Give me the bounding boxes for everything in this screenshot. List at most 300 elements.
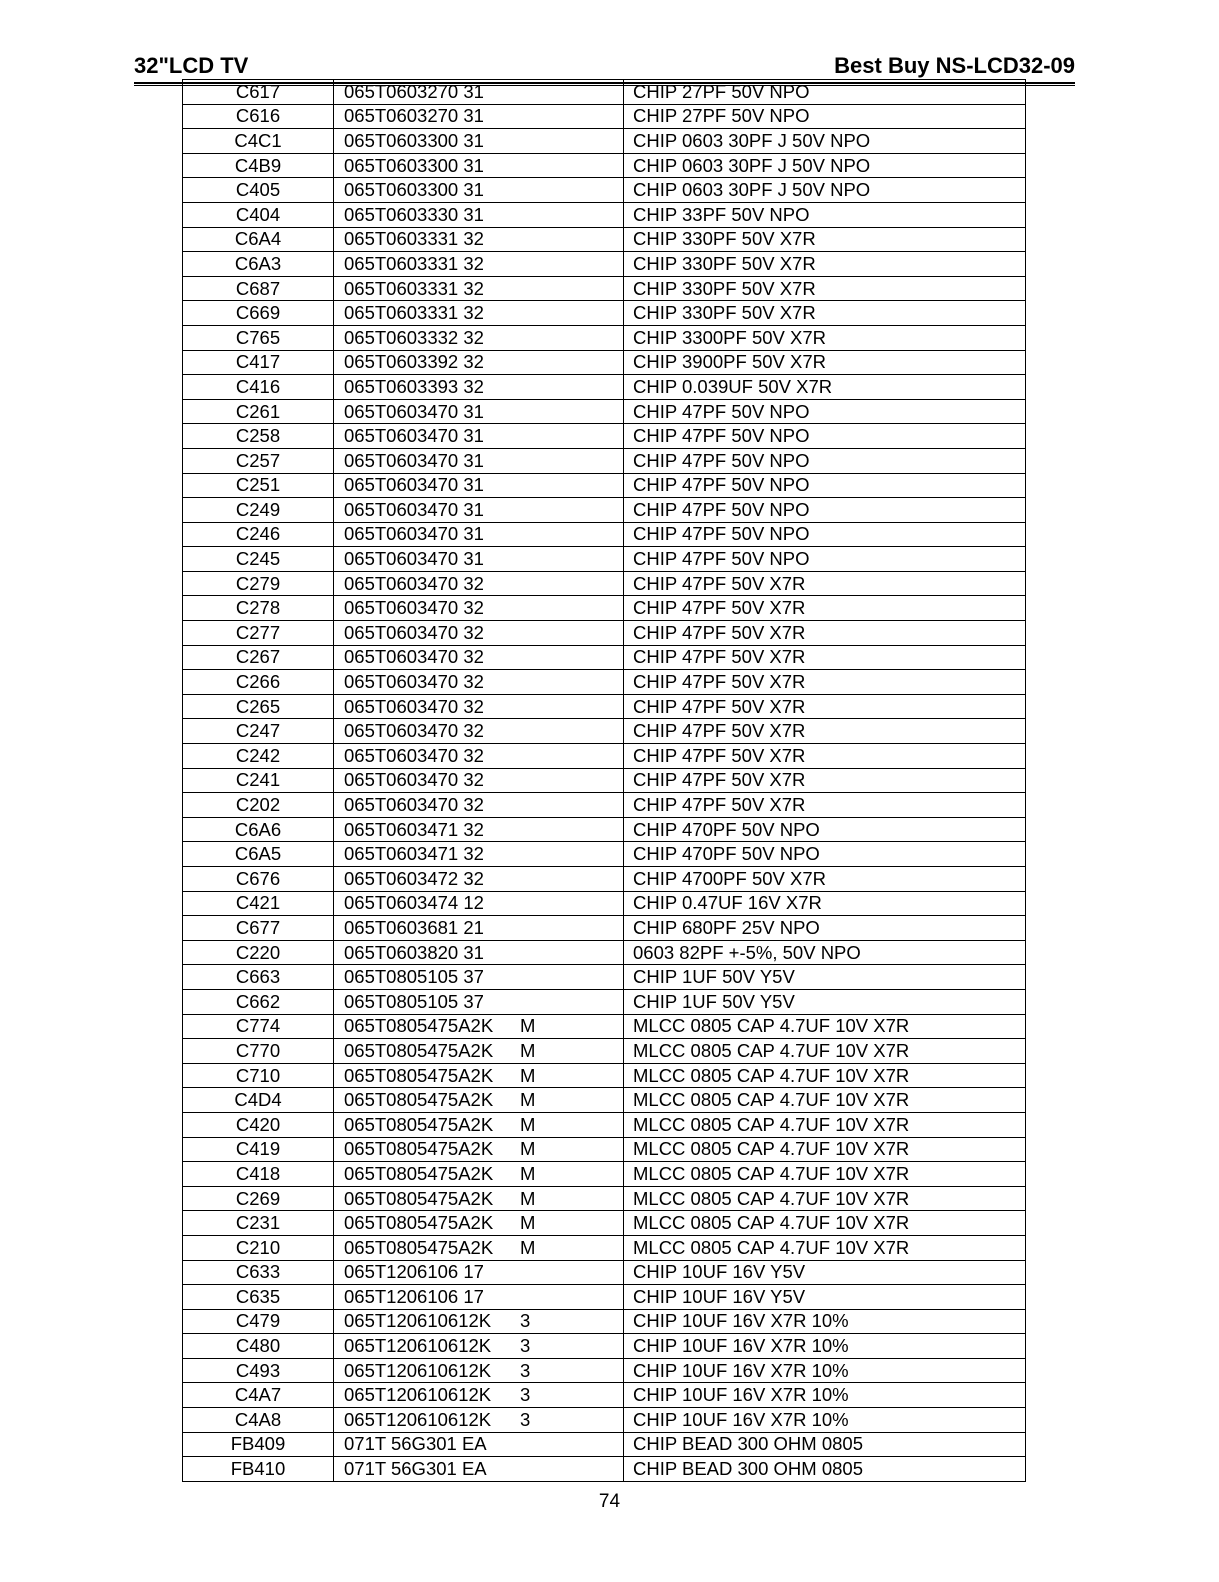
part-number: 065T0603470 31 xyxy=(344,498,484,520)
part-number: 065T0805475A2K xyxy=(344,1138,494,1160)
table-row xyxy=(183,719,1026,744)
part-number-cell xyxy=(334,1260,624,1285)
ref-cell: C421 xyxy=(183,891,334,916)
ref-cell: C616 xyxy=(183,104,334,129)
table-row xyxy=(183,1162,1026,1187)
part-number: 065T0805475A2K xyxy=(344,1015,494,1037)
table-row xyxy=(183,916,1026,941)
table-row xyxy=(183,1457,1026,1482)
part-number-cell xyxy=(334,424,624,449)
part-number-cell xyxy=(334,842,624,867)
table-row xyxy=(183,448,1026,473)
part-number-cell xyxy=(334,1358,624,1383)
part-number: 065T0603300 31 xyxy=(344,179,484,201)
ref-cell: C6A5 xyxy=(183,842,334,867)
part-number-cell xyxy=(334,1039,624,1064)
part-number: 065T0603470 32 xyxy=(344,671,484,693)
table-row xyxy=(183,965,1026,990)
table-row xyxy=(183,596,1026,621)
description-cell: CHIP 47PF 50V X7R xyxy=(624,694,1026,719)
table-row xyxy=(183,350,1026,375)
part-suffix: 3 xyxy=(520,1359,531,1381)
part-number-cell xyxy=(334,1186,624,1211)
ref-cell: C420 xyxy=(183,1112,334,1137)
description-cell: CHIP 330PF 50V X7R xyxy=(624,301,1026,326)
table-row xyxy=(183,325,1026,350)
part-number: 065T0603470 32 xyxy=(344,720,484,742)
part-number-cell xyxy=(334,965,624,990)
description-cell: MLCC 0805 CAP 4.7UF 10V X7R xyxy=(624,1162,1026,1187)
ref-cell: C633 xyxy=(183,1260,334,1285)
table-row xyxy=(183,842,1026,867)
ref-cell: C419 xyxy=(183,1137,334,1162)
part-suffix: M xyxy=(520,1089,536,1111)
description-cell: CHIP 10UF 16V X7R 10% xyxy=(624,1309,1026,1334)
ref-cell: C266 xyxy=(183,670,334,695)
description-cell: CHIP 470PF 50V NPO xyxy=(624,817,1026,842)
part-number: 065T0805475A2K xyxy=(344,1089,494,1111)
part-number: 065T0603470 32 xyxy=(344,646,484,668)
part-number: 065T0603330 31 xyxy=(344,203,484,225)
ref-cell: C6A3 xyxy=(183,252,334,277)
page-number: 74 xyxy=(598,1491,621,1512)
ref-cell: C404 xyxy=(183,202,334,227)
part-number-cell xyxy=(334,1408,624,1433)
ref-cell: C770 xyxy=(183,1039,334,1064)
part-number: 065T0603474 12 xyxy=(344,892,484,914)
table-row xyxy=(183,1334,1026,1359)
ref-cell: C257 xyxy=(183,448,334,473)
table-row xyxy=(183,1285,1026,1310)
table-row xyxy=(183,399,1026,424)
ref-cell: C279 xyxy=(183,571,334,596)
part-number-cell xyxy=(334,744,624,769)
part-number-cell xyxy=(334,1334,624,1359)
part-number-cell xyxy=(334,1211,624,1236)
ref-cell: C4A7 xyxy=(183,1383,334,1408)
part-number: 065T0603300 31 xyxy=(344,129,484,151)
description-cell: CHIP 1UF 50V Y5V xyxy=(624,965,1026,990)
ref-cell: C261 xyxy=(183,399,334,424)
part-number-cell xyxy=(334,867,624,892)
description-cell: CHIP 47PF 50V X7R xyxy=(624,768,1026,793)
table-row xyxy=(183,645,1026,670)
part-number-cell xyxy=(334,670,624,695)
table-row xyxy=(183,547,1026,572)
part-number-cell xyxy=(334,571,624,596)
ref-cell: C617 xyxy=(183,80,334,105)
table-row xyxy=(183,227,1026,252)
table-row xyxy=(183,1358,1026,1383)
table-row xyxy=(183,793,1026,818)
ref-cell: C242 xyxy=(183,744,334,769)
part-number: 065T0603681 21 xyxy=(344,916,484,938)
part-number: 065T0603470 31 xyxy=(344,548,484,570)
ref-cell: FB409 xyxy=(183,1432,334,1457)
part-number-cell xyxy=(334,645,624,670)
part-number-cell xyxy=(334,178,624,203)
part-number-cell xyxy=(334,891,624,916)
table-row xyxy=(183,522,1026,547)
ref-cell: C418 xyxy=(183,1162,334,1187)
ref-cell: C6A4 xyxy=(183,227,334,252)
ref-cell: C231 xyxy=(183,1211,334,1236)
part-number: 065T0603470 31 xyxy=(344,425,484,447)
part-number-cell xyxy=(334,1063,624,1088)
part-number: 065T0603470 32 xyxy=(344,744,484,766)
description-cell: CHIP 47PF 50V NPO xyxy=(624,522,1026,547)
ref-cell: C269 xyxy=(183,1186,334,1211)
ref-cell: C405 xyxy=(183,178,334,203)
ref-cell: C676 xyxy=(183,867,334,892)
ref-cell: C765 xyxy=(183,325,334,350)
ref-cell: C249 xyxy=(183,498,334,523)
part-number: 065T0805105 37 xyxy=(344,990,484,1012)
part-number-cell xyxy=(334,448,624,473)
ref-cell: C417 xyxy=(183,350,334,375)
part-number: 065T0603332 32 xyxy=(344,326,484,348)
part-number-cell xyxy=(334,1014,624,1039)
part-number: 065T0805475A2K xyxy=(344,1212,494,1234)
table-row xyxy=(183,104,1026,129)
part-suffix: M xyxy=(520,1236,536,1258)
part-number: 065T0603300 31 xyxy=(344,154,484,176)
ref-cell: C210 xyxy=(183,1235,334,1260)
table-row xyxy=(183,153,1026,178)
part-number: 065T1206106 17 xyxy=(344,1261,484,1283)
table-row xyxy=(183,1112,1026,1137)
ref-cell: C4D4 xyxy=(183,1088,334,1113)
part-suffix: 3 xyxy=(520,1408,531,1430)
part-number: 065T120610612K xyxy=(344,1384,492,1406)
description-cell: CHIP 10UF 16V X7R 10% xyxy=(624,1408,1026,1433)
table-row xyxy=(183,498,1026,523)
description-cell: CHIP 47PF 50V X7R xyxy=(624,793,1026,818)
part-number: 065T0603331 32 xyxy=(344,277,484,299)
part-number: 065T0805475A2K xyxy=(344,1162,494,1184)
description-cell: CHIP 0.47UF 16V X7R xyxy=(624,891,1026,916)
description-cell: CHIP 47PF 50V NPO xyxy=(624,473,1026,498)
table-row xyxy=(183,1309,1026,1334)
table-row xyxy=(183,1039,1026,1064)
description-cell: CHIP 47PF 50V NPO xyxy=(624,399,1026,424)
table-row xyxy=(183,1383,1026,1408)
part-number-cell xyxy=(334,1383,624,1408)
part-number: 065T0805475A2K xyxy=(344,1236,494,1258)
description-cell: CHIP 0603 30PF J 50V NPO xyxy=(624,153,1026,178)
table-row xyxy=(183,129,1026,154)
part-number-cell xyxy=(334,80,624,105)
description-cell: CHIP 330PF 50V X7R xyxy=(624,227,1026,252)
part-number-cell xyxy=(334,1235,624,1260)
part-number-cell xyxy=(334,793,624,818)
table-row xyxy=(183,621,1026,646)
description-cell: CHIP 47PF 50V NPO xyxy=(624,424,1026,449)
part-number-cell xyxy=(334,399,624,424)
table-row xyxy=(183,178,1026,203)
ref-cell: C4B9 xyxy=(183,153,334,178)
part-number-cell xyxy=(334,547,624,572)
table-row xyxy=(183,1211,1026,1236)
ref-cell: C677 xyxy=(183,916,334,941)
part-number-cell xyxy=(334,202,624,227)
part-suffix: M xyxy=(520,1039,536,1061)
ref-cell: C635 xyxy=(183,1285,334,1310)
parts-table-body xyxy=(183,80,1026,1482)
ref-cell: C493 xyxy=(183,1358,334,1383)
part-number: 065T120610612K xyxy=(344,1335,492,1357)
ref-cell: C277 xyxy=(183,621,334,646)
table-row xyxy=(183,1186,1026,1211)
description-cell: CHIP 47PF 50V NPO xyxy=(624,547,1026,572)
table-row xyxy=(183,891,1026,916)
part-number-cell xyxy=(334,104,624,129)
ref-cell: C247 xyxy=(183,719,334,744)
table-row xyxy=(183,375,1026,400)
part-number: 065T120610612K xyxy=(344,1408,492,1430)
part-number: 065T0603470 31 xyxy=(344,400,484,422)
ref-cell: C4C1 xyxy=(183,129,334,154)
table-row xyxy=(183,1063,1026,1088)
description-cell: MLCC 0805 CAP 4.7UF 10V X7R xyxy=(624,1186,1026,1211)
ref-cell: C251 xyxy=(183,473,334,498)
part-number: 065T0603331 32 xyxy=(344,302,484,324)
table-row xyxy=(183,694,1026,719)
part-suffix: M xyxy=(520,1162,536,1184)
ref-cell: C258 xyxy=(183,424,334,449)
part-number-cell xyxy=(334,375,624,400)
description-cell: MLCC 0805 CAP 4.7UF 10V X7R xyxy=(624,1088,1026,1113)
description-cell: CHIP 0603 30PF J 50V NPO xyxy=(624,178,1026,203)
table-row xyxy=(183,817,1026,842)
part-suffix: M xyxy=(520,1212,536,1234)
part-number: 065T120610612K xyxy=(344,1310,492,1332)
ref-cell: C241 xyxy=(183,768,334,793)
ref-cell: C246 xyxy=(183,522,334,547)
table-row xyxy=(183,252,1026,277)
ref-cell: C6A6 xyxy=(183,817,334,842)
part-suffix: M xyxy=(520,1138,536,1160)
description-cell: CHIP 10UF 16V X7R 10% xyxy=(624,1383,1026,1408)
table-row xyxy=(183,80,1026,105)
part-number: 065T0603393 32 xyxy=(344,375,484,397)
part-number-cell xyxy=(334,350,624,375)
part-number-cell xyxy=(334,522,624,547)
description-cell: 0603 82PF +-5%, 50V NPO xyxy=(624,940,1026,965)
part-number: 065T0603331 32 xyxy=(344,228,484,250)
part-number-cell xyxy=(334,1088,624,1113)
ref-cell: C663 xyxy=(183,965,334,990)
parts-table xyxy=(182,79,1026,1482)
part-number: 071T 56G301 EA xyxy=(344,1433,487,1455)
description-cell: CHIP 1UF 50V Y5V xyxy=(624,989,1026,1014)
part-number-cell xyxy=(334,989,624,1014)
part-number-cell xyxy=(334,1112,624,1137)
part-number: 071T 56G301 EA xyxy=(344,1458,487,1480)
part-number-cell xyxy=(334,1162,624,1187)
part-number: 065T0603270 31 xyxy=(344,105,484,127)
description-cell: CHIP 47PF 50V X7R xyxy=(624,719,1026,744)
description-cell: CHIP 10UF 16V X7R 10% xyxy=(624,1334,1026,1359)
ref-cell: C687 xyxy=(183,276,334,301)
part-number: 065T0603471 32 xyxy=(344,818,484,840)
description-cell: MLCC 0805 CAP 4.7UF 10V X7R xyxy=(624,1039,1026,1064)
part-suffix: M xyxy=(520,1015,536,1037)
table-row xyxy=(183,571,1026,596)
ref-cell: C220 xyxy=(183,940,334,965)
ref-cell: FB410 xyxy=(183,1457,334,1482)
ref-cell: C202 xyxy=(183,793,334,818)
description-cell: CHIP 47PF 50V X7R xyxy=(624,670,1026,695)
table-row xyxy=(183,1235,1026,1260)
part-suffix: 3 xyxy=(520,1310,531,1332)
description-cell: MLCC 0805 CAP 4.7UF 10V X7R xyxy=(624,1137,1026,1162)
description-cell: MLCC 0805 CAP 4.7UF 10V X7R xyxy=(624,1211,1026,1236)
table-row xyxy=(183,276,1026,301)
table-row xyxy=(183,1260,1026,1285)
part-suffix: M xyxy=(520,1113,536,1135)
part-number-cell xyxy=(334,301,624,326)
part-number: 065T0603470 31 xyxy=(344,449,484,471)
description-cell: CHIP 47PF 50V X7R xyxy=(624,645,1026,670)
description-cell: CHIP 0.039UF 50V X7R xyxy=(624,375,1026,400)
part-number-cell xyxy=(334,916,624,941)
description-cell: CHIP 680PF 25V NPO xyxy=(624,916,1026,941)
description-cell: CHIP 10UF 16V Y5V xyxy=(624,1260,1026,1285)
part-number: 065T120610612K xyxy=(344,1359,492,1381)
part-number: 065T0603470 32 xyxy=(344,794,484,816)
part-suffix: M xyxy=(520,1064,536,1086)
table-row xyxy=(183,768,1026,793)
table-row xyxy=(183,670,1026,695)
model-name: Best Buy NS-LCD32-09 xyxy=(834,53,1075,78)
part-number-cell xyxy=(334,1457,624,1482)
part-number-cell xyxy=(334,252,624,277)
description-cell: CHIP 3300PF 50V X7R xyxy=(624,325,1026,350)
part-number: 065T0603471 32 xyxy=(344,843,484,865)
description-cell: CHIP 3900PF 50V X7R xyxy=(624,350,1026,375)
part-number-cell xyxy=(334,621,624,646)
part-number: 065T0603392 32 xyxy=(344,351,484,373)
description-cell: CHIP 47PF 50V X7R xyxy=(624,596,1026,621)
table-row xyxy=(183,1432,1026,1457)
description-cell: CHIP 33PF 50V NPO xyxy=(624,202,1026,227)
description-cell: CHIP 47PF 50V X7R xyxy=(624,571,1026,596)
part-number-cell xyxy=(334,1309,624,1334)
description-cell: CHIP 27PF 50V NPO xyxy=(624,104,1026,129)
part-number-cell xyxy=(334,325,624,350)
table-row xyxy=(183,1088,1026,1113)
description-cell: CHIP 4700PF 50V X7R xyxy=(624,867,1026,892)
table-row xyxy=(183,1014,1026,1039)
ref-cell: C265 xyxy=(183,694,334,719)
part-number: 065T0603470 32 xyxy=(344,621,484,643)
part-number-cell xyxy=(334,276,624,301)
part-suffix: 3 xyxy=(520,1384,531,1406)
description-cell: MLCC 0805 CAP 4.7UF 10V X7R xyxy=(624,1063,1026,1088)
description-cell: CHIP 47PF 50V X7R xyxy=(624,621,1026,646)
table-row xyxy=(183,202,1026,227)
table-row xyxy=(183,1137,1026,1162)
description-cell: CHIP 10UF 16V X7R 10% xyxy=(624,1358,1026,1383)
description-cell: MLCC 0805 CAP 4.7UF 10V X7R xyxy=(624,1014,1026,1039)
table-row xyxy=(183,1408,1026,1433)
part-number: 065T0603470 31 xyxy=(344,523,484,545)
description-cell: MLCC 0805 CAP 4.7UF 10V X7R xyxy=(624,1112,1026,1137)
ref-cell: C4A8 xyxy=(183,1408,334,1433)
description-cell: CHIP 0603 30PF J 50V NPO xyxy=(624,129,1026,154)
ref-cell: C416 xyxy=(183,375,334,400)
part-number-cell xyxy=(334,940,624,965)
description-cell: CHIP BEAD 300 OHM 0805 xyxy=(624,1432,1026,1457)
description-cell: CHIP 470PF 50V NPO xyxy=(624,842,1026,867)
part-number: 065T0603331 32 xyxy=(344,252,484,274)
part-suffix: 3 xyxy=(520,1335,531,1357)
part-number-cell xyxy=(334,596,624,621)
table-row xyxy=(183,424,1026,449)
part-number-cell xyxy=(334,1432,624,1457)
part-number: 065T0603470 32 xyxy=(344,695,484,717)
doc-title: 32"LCD TV xyxy=(134,53,249,78)
part-number-cell xyxy=(334,129,624,154)
description-cell: CHIP 330PF 50V X7R xyxy=(624,252,1026,277)
part-number: 065T0805475A2K xyxy=(344,1113,494,1135)
part-number-cell xyxy=(334,719,624,744)
part-number: 065T0603470 32 xyxy=(344,572,484,594)
ref-cell: C774 xyxy=(183,1014,334,1039)
ref-cell: C267 xyxy=(183,645,334,670)
part-number: 065T0603470 32 xyxy=(344,769,484,791)
table-row xyxy=(183,989,1026,1014)
table-row xyxy=(183,473,1026,498)
part-number-cell xyxy=(334,1285,624,1310)
part-number: 065T0603820 31 xyxy=(344,941,484,963)
part-number: 065T0805475A2K xyxy=(344,1187,494,1209)
part-number-cell xyxy=(334,694,624,719)
part-number: 065T0805475A2K xyxy=(344,1064,494,1086)
part-number: 065T0603470 32 xyxy=(344,597,484,619)
description-cell: CHIP 10UF 16V Y5V xyxy=(624,1285,1026,1310)
part-number: 065T0603270 31 xyxy=(344,80,484,102)
description-cell: CHIP 47PF 50V NPO xyxy=(624,498,1026,523)
part-number-cell xyxy=(334,498,624,523)
part-number: 065T0805475A2K xyxy=(344,1039,494,1061)
ref-cell: C662 xyxy=(183,989,334,1014)
table-row xyxy=(183,940,1026,965)
description-cell: CHIP 47PF 50V X7R xyxy=(624,744,1026,769)
table-row xyxy=(183,744,1026,769)
part-number-cell xyxy=(334,227,624,252)
part-number-cell xyxy=(334,817,624,842)
description-cell: CHIP 27PF 50V NPO xyxy=(624,80,1026,105)
ref-cell: C669 xyxy=(183,301,334,326)
part-number: 065T0805105 37 xyxy=(344,966,484,988)
ref-cell: C480 xyxy=(183,1334,334,1359)
part-suffix: M xyxy=(520,1187,536,1209)
description-cell: CHIP 330PF 50V X7R xyxy=(624,276,1026,301)
ref-cell: C278 xyxy=(183,596,334,621)
description-cell: MLCC 0805 CAP 4.7UF 10V X7R xyxy=(624,1235,1026,1260)
part-number-cell xyxy=(334,473,624,498)
ref-cell: C479 xyxy=(183,1309,334,1334)
ref-cell: C245 xyxy=(183,547,334,572)
part-number: 065T0603472 32 xyxy=(344,867,484,889)
description-cell: CHIP 47PF 50V NPO xyxy=(624,448,1026,473)
table-row xyxy=(183,867,1026,892)
part-number-cell xyxy=(334,153,624,178)
part-number: 065T0603470 31 xyxy=(344,474,484,496)
part-number-cell xyxy=(334,1137,624,1162)
